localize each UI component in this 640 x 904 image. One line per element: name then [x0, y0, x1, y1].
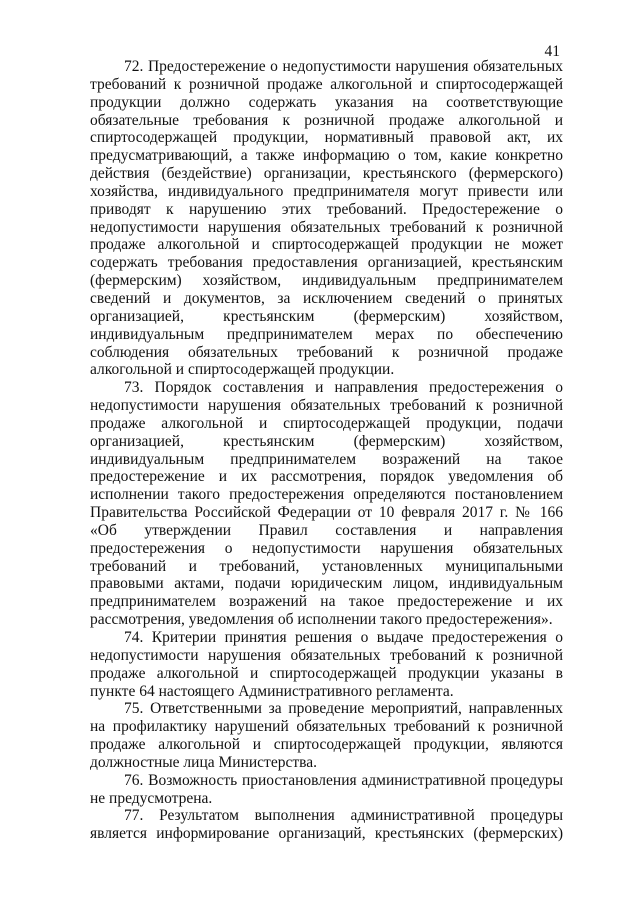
paragraph-75: 75. Ответственными за проведение мероприятий, направленных на профилактику нарушений обязательных требований к розничной продаже алкогольной и спиртосодержащей продукции, являются должностные лица Министерства. — [90, 700, 563, 771]
paragraph-77: 77. Результатом выполнения административной процедуры является информирование организаций, крестьянских (фермерских) — [90, 807, 563, 843]
paragraph-74: 74. Критерии принятия решения о выдаче предостережения о недопустимости нарушения обязательных требований к розничной продаже алкогольной и спиртосодержащей продукции указаны в пункте 64 настоящего Административного регламента. — [90, 629, 563, 700]
document-body — [90, 58, 563, 843]
page-number: 41 — [544, 43, 560, 60]
paragraph-72: 72. Предостережение о недопустимости нарушения обязательных требований к розничной продаже алкогольной и спиртосодержащей продукции должно содержать указания на соответствующие обязательные требования к розничной продаже алкогольной и спиртосодержащей продукции, нормативный правовой акт, их предусматривающий, а также информацию о том, какие конкретно действия (бездействие) организации, крестьянского (фермерского) хозяйства, индивидуального предпринимателя могут привести или приводят к нарушению этих требований. Предостережение о недопустимости нарушения обязательных требований к розничной продаже алкогольной и спиртосодержащей продукции не может содержать требования предоставления организацией, крестьянским (фермерским) хозяйством, индивидуальным предпринимателем сведений и документов, за исключением сведений о принятых организацией, крестьянским (фермерским) хозяйством, индивидуальным предпринимателем мерах по обеспечению соблюдения обязательных требований к розничной продаже алкогольной и спиртосодержащей продукции. — [90, 58, 563, 379]
paragraph-76: 76. Возможность приостановления административной процедуры не предусмотрена. — [90, 771, 563, 807]
paragraph-73: 73. Порядок составления и направления предостережения о недопустимости нарушения обязательных требований к розничной продаже алкогольной и спиртосодержащей продукции, подачи организацией, крестьянским (фермерским) хозяйством, индивидуальным предпринимателем возражений на такое предостережение и их рассмотрения, порядок уведомления об исполнении такого предостережения определяются постановлением Правительства Российской Федерации от 10 февраля 2017 г. № 166 «Об утверждении Правил составления и направления предостережения о недопустимости нарушения обязательных требований и требований, установленных муниципальными правовыми актами, подачи юридическим лицом, индивидуальным предпринимателем возражений на такое предостережение и их рассмотрения, уведомления об исполнении такого предостережения». — [90, 379, 563, 629]
